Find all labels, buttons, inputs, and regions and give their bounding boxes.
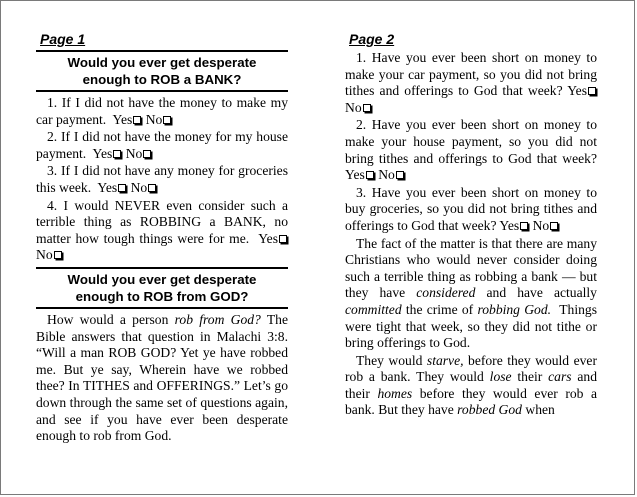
malachi-paragraph: How would a person rob from God? The Bible answers that question in Malachi 3:8. “Will a man ROB GOD? Yet ye have robbed me. But ye say, Wherein have we robbed thee? In TITHES and OFFERINGS.” Let’s go down through the same set of questions again, and see if you have ever been desperate enough to rob from God. (36, 311, 288, 444)
tithe-question-3: 3. Have you ever been short on money to buy groceries, so you did not bring tithes and offerings to God that week? Yes No (345, 184, 597, 233)
no-checkbox[interactable] (143, 150, 151, 158)
yes-checkbox[interactable] (588, 87, 596, 95)
rob-god-heading-line-1: Would you ever get desperate (67, 271, 257, 287)
bank-question-2: 2. If I did not have the money for my house payment. Yes No (36, 129, 288, 161)
rob-bank-heading (36, 50, 288, 92)
yes-checkbox[interactable] (118, 184, 126, 192)
yes-checkbox[interactable] (520, 222, 528, 230)
no-checkbox[interactable] (550, 222, 558, 230)
rob-bank-heading-line-2: enough to ROB a BANK? (82, 72, 242, 87)
page-1-column (36, 31, 288, 446)
tithe-question-2: 2. Have you ever been short on money to make your house payment, so you did not bring tithes and offerings to God that week? Yes No (345, 117, 597, 183)
rob-god-heading-line-2: enough to ROB from GOD? (75, 288, 249, 304)
yes-checkbox[interactable] (366, 171, 374, 179)
bank-question-1: 1. If I did not have the money to make my car payment. Yes No (36, 95, 288, 127)
rob-god-heading (36, 267, 288, 309)
page-1-label: Page 1 (40, 31, 86, 47)
yes-checkbox[interactable] (113, 150, 121, 158)
no-checkbox[interactable] (148, 184, 156, 192)
bank-question-4: 4. I would NEVER even consider such a terrible thing as ROBBING a BANK, no matter how tough things were for me. Yes No (36, 197, 288, 263)
yes-checkbox[interactable] (279, 235, 287, 243)
starve-paragraph: They would starve, before they would ever rob a bank. They would lose their cars and their homes before they would ever rob a bank. But they have robbed God when (345, 352, 597, 418)
yes-checkbox[interactable] (133, 116, 141, 124)
no-checkbox[interactable] (363, 104, 371, 112)
no-checkbox[interactable] (396, 171, 404, 179)
robbing-god-paragraph: The fact of the matter is that there are many Christians who would never consider doing such a terrible thing as robbing a bank — but they have considered and have actually committed the crime of robbing God. Things were tight that week, so they did not tithe or bring offerings to God. (345, 235, 597, 351)
tithe-question-1: 1. Have you ever been short on money to make your car payment, so you did not bring tithes and offerings to God that week? Yes No (345, 50, 597, 115)
no-checkbox[interactable] (54, 251, 62, 259)
bank-question-3: 3. If I did not have any money for groceries this week. Yes No (36, 163, 288, 195)
page-2-column (345, 31, 597, 420)
rob-bank-heading-line-1: Would you ever get desperate (67, 55, 257, 70)
page-2-label: Page 2 (349, 31, 395, 47)
no-checkbox[interactable] (163, 116, 171, 124)
